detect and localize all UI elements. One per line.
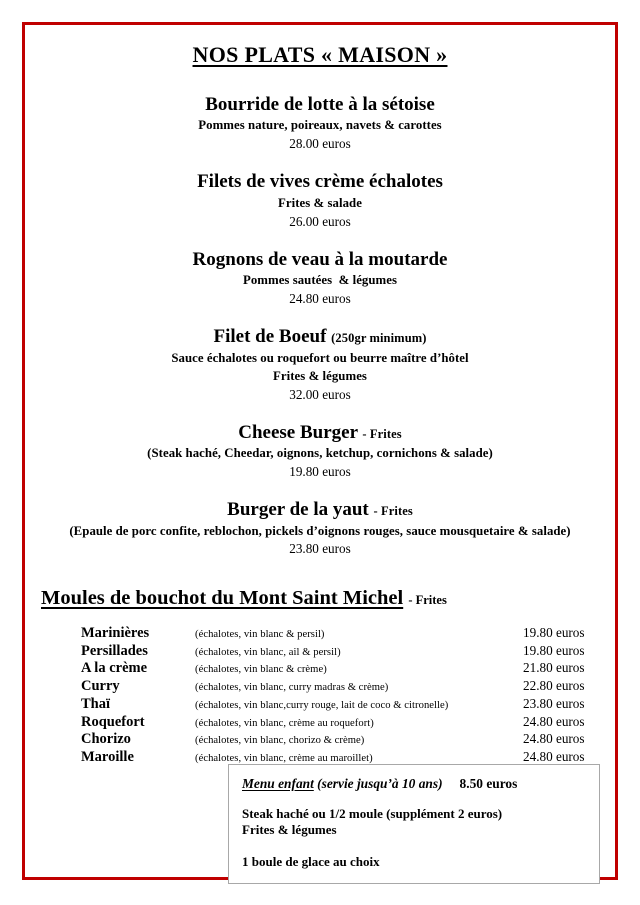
dish-name-text: Rognons de veau à la moutarde xyxy=(192,248,448,270)
moules-name: Thaï xyxy=(81,695,111,712)
moules-name: A la crème xyxy=(81,660,148,677)
kids-menu-note: (servie jusqu’à 10 ans) xyxy=(317,776,443,791)
moules-heading-suffix: - Frites xyxy=(408,592,447,607)
menu-red-frame xyxy=(22,22,618,880)
dish-description: Pommes sautées & légumes xyxy=(242,273,398,288)
moules-price: 19.80 euros xyxy=(523,624,585,640)
dish-price: 32.00 euros xyxy=(289,386,351,402)
kids-menu-line-1: Steak haché ou 1/2 moule (supplément 2 euros) xyxy=(242,805,503,821)
dish-description-2: Frites & légumes xyxy=(273,368,367,383)
moules-price: 24.80 euros xyxy=(523,731,585,747)
dish-name-text: Filets de vives crème échalotes xyxy=(197,171,443,193)
dish-name xyxy=(25,499,615,521)
page-title-text: NOS PLATS « MAISON » xyxy=(192,42,448,67)
table-row xyxy=(81,642,611,660)
moules-description: (échalotes, vin blanc, crème au roquefort) xyxy=(195,717,374,729)
dish-description: Pommes nature, poireaux, navets & carottes xyxy=(198,118,442,133)
dish-item xyxy=(25,249,615,307)
moules-description: (échalotes, vin blanc, curry madras & crème) xyxy=(195,682,389,694)
page-title xyxy=(25,42,615,68)
dish-item xyxy=(25,499,615,557)
moules-description: (échalotes, vin blanc,curry rouge, lait de coco & citronelle) xyxy=(195,699,449,711)
moules-heading xyxy=(25,586,615,611)
dish-name xyxy=(25,94,615,116)
moules-heading-text: Moules de bouchot du Mont Saint Michel xyxy=(41,586,404,609)
table-row xyxy=(81,624,611,642)
dish-name-text: Filet de Boeuf xyxy=(213,326,327,348)
dish-name xyxy=(25,422,615,444)
kids-menu-line-3: 1 boule de glace au choix xyxy=(242,854,380,869)
moules-price: 24.80 euros xyxy=(523,749,585,765)
dish-name xyxy=(25,171,615,193)
moules-description: (échalotes, vin blanc & crème) xyxy=(195,664,327,676)
spacer xyxy=(242,839,599,854)
moules-description: (échalotes, vin blanc, crème au maroillet) xyxy=(195,753,373,765)
dish-price: 24.80 euros xyxy=(289,291,351,307)
moules-price: 23.80 euros xyxy=(523,695,585,711)
dish-name xyxy=(25,249,615,271)
dish-name-text: Cheese Burger xyxy=(238,421,358,443)
dish-item xyxy=(25,422,615,480)
kids-menu-title: Menu enfant xyxy=(242,776,314,791)
table-row xyxy=(81,731,611,749)
spacer xyxy=(242,793,599,806)
dish-name-text: Bourride de lotte à la sétoise xyxy=(205,94,435,115)
dish-description: Sauce échalotes ou roquefort ou beurre maître d’hôtel xyxy=(171,350,469,365)
dish-price: 26.00 euros xyxy=(289,213,351,229)
dish-item xyxy=(25,326,615,402)
moules-price: 24.80 euros xyxy=(523,713,585,729)
dishes-list xyxy=(25,94,615,558)
moules-name: Chorizo xyxy=(81,731,131,748)
moules-description: (échalotes, vin blanc, chorizo & crème) xyxy=(195,735,365,747)
moules-description: (échalotes, vin blanc & persil) xyxy=(195,628,325,640)
moules-section xyxy=(25,586,615,767)
table-row xyxy=(81,660,611,678)
moules-name: Roquefort xyxy=(81,713,145,730)
kids-menu-line-2: Frites & légumes xyxy=(242,822,337,838)
moules-name: Marinières xyxy=(81,624,150,641)
moules-price: 21.80 euros xyxy=(523,660,585,676)
dish-name-suffix: - Frites xyxy=(362,426,402,441)
moules-name: Curry xyxy=(81,678,120,695)
dish-name-suffix: (250gr minimum) xyxy=(331,331,427,346)
moules-name: Maroille xyxy=(81,749,134,766)
table-row xyxy=(81,695,611,713)
dish-name-suffix: - Frites xyxy=(373,504,413,519)
moules-name: Persillades xyxy=(81,642,148,659)
dish-price: 19.80 euros xyxy=(289,464,351,479)
kids-menu-header xyxy=(242,776,599,793)
dish-name-text: Burger de la yaut xyxy=(227,499,369,521)
dish-item xyxy=(25,94,615,152)
moules-price: 19.80 euros xyxy=(523,642,585,658)
dish-description: (Epaule de porc confite, reblochon, pickels d’oignons rouges, sauce mousquetaire & salade) xyxy=(69,523,571,538)
dish-price: 23.80 euros xyxy=(289,541,351,557)
dish-description: (Steak haché, Cheedar, oignons, ketchup, cornichons & salade) xyxy=(147,446,493,461)
kids-menu-box xyxy=(228,764,600,884)
menu-content xyxy=(25,42,615,894)
table-row xyxy=(81,713,611,731)
dish-description: Frites & salade xyxy=(278,195,362,210)
dish-name xyxy=(25,326,615,348)
moules-price: 22.80 euros xyxy=(523,678,585,694)
table-row xyxy=(81,678,611,696)
moules-description: (échalotes, vin blanc, ail & persil) xyxy=(195,646,341,658)
kids-menu-price: 8.50 euros xyxy=(459,776,518,791)
moules-table xyxy=(25,624,615,766)
dish-item xyxy=(25,171,615,229)
dish-price: 28.00 euros xyxy=(289,136,351,152)
